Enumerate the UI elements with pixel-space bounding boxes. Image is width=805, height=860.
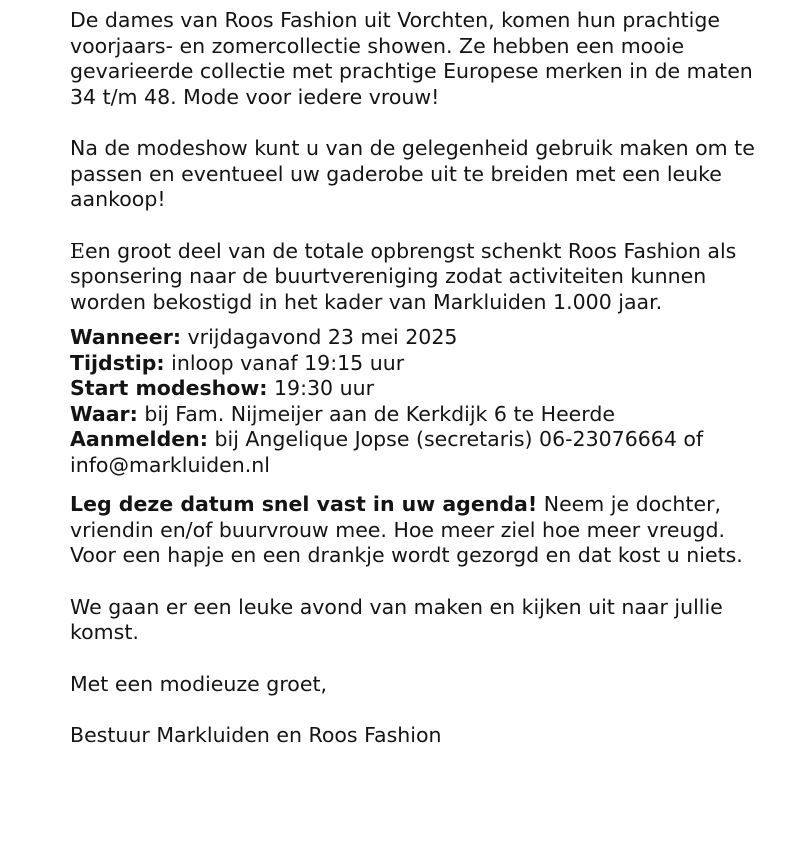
sponsoring-paragraph [70, 239, 760, 316]
intro-paragraph: De dames van Roos Fashion uit Vorchten, komen hun prachtige voorjaars- en zomercollectie showen. Ze hebben een mooie gevarieerde collectie met prachtige Europese merken in de maten 34 t/m 48. Mode voor iedere vrouw! [70, 8, 753, 109]
detail-label: Waar: [70, 401, 138, 426]
detail-time [70, 351, 760, 377]
sponsoring-first-letter: E [70, 238, 85, 263]
greeting: Met een modieuze groet, [70, 671, 328, 696]
agenda-paragraph [70, 492, 760, 569]
after-show-paragraph: Na de modeshow kunt u van de gelegenheid gebruik maken om te passen en eventueel uw gaderobe uit te breiden met een leuke aankoop! [70, 136, 755, 211]
closing-paragraph: We gaan er een leuke avond van maken en kijken uit naar jullie komst. [70, 594, 723, 644]
detail-register [70, 427, 760, 478]
agenda-text: Neem je dochter, vriendin en/of buurvrouw mee. Hoe meer ziel hoe meer vreugd. Voor een hapje en een drankje wordt gezorgd en dat kost u niets. [70, 492, 743, 567]
detail-value: inloop vanaf 19:15 uur [164, 350, 405, 375]
detail-where [70, 402, 760, 428]
detail-label: Start modeshow: [70, 376, 268, 400]
detail-start [70, 376, 760, 402]
letter-body [70, 8, 760, 775]
detail-value: vrijdagavond 23 mei 2025 [181, 325, 458, 349]
event-details [70, 325, 760, 478]
signature: Bestuur Markluiden en Roos Fashion [70, 723, 442, 747]
detail-label: Tijdstip: [70, 350, 165, 375]
sponsoring-text: en groot deel van de totale opbrengst schenkt Roos Fashion als sponsering naar de buurtvereniging zodat activiteiten kunnen worden bekostigd in het kader van Markluiden 1.000 jaar. [70, 238, 737, 314]
detail-value: bij Angelique Jopse (secretaris) 06-23076664 of info@markluiden.nl [70, 427, 704, 477]
detail-value: bij Fam. Nijmeijer aan de Kerkdijk 6 te Heerde [137, 401, 615, 426]
agenda-highlight: Leg deze datum snel vast in uw agenda! [70, 492, 538, 516]
detail-value: 19:30 uur [267, 376, 375, 400]
detail-label: Aanmelden: [70, 427, 208, 451]
detail-when [70, 325, 760, 351]
detail-label: Wanneer: [70, 325, 182, 349]
